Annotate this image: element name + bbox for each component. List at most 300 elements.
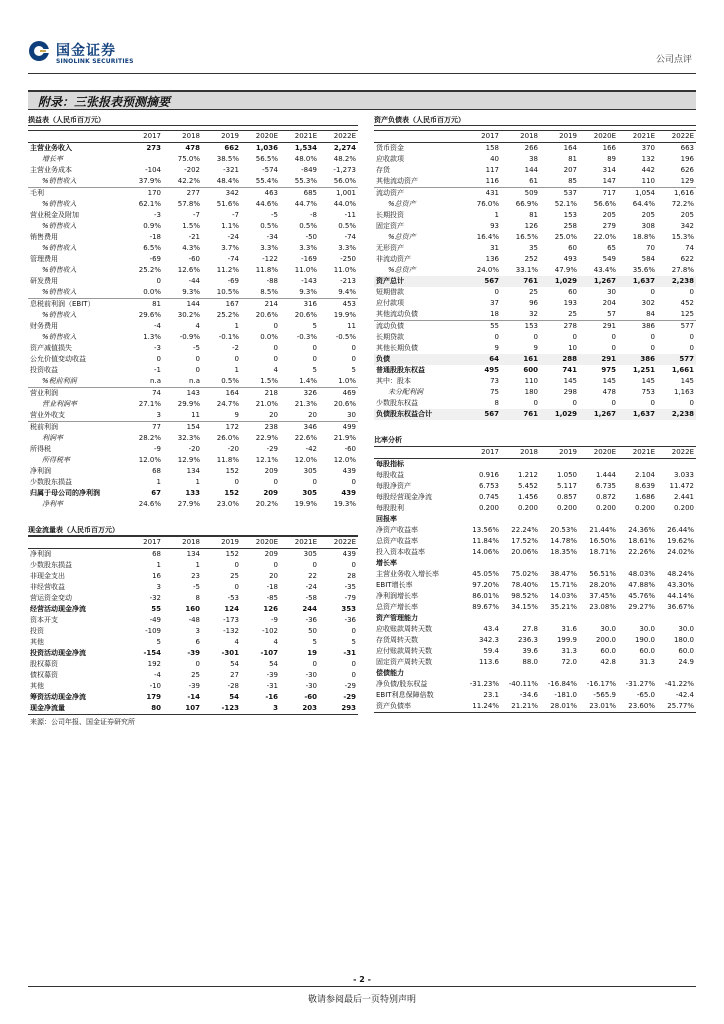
row-label: 营业利润: [28, 388, 124, 400]
value-cell: 386: [618, 321, 657, 333]
row-label: 负债: [374, 354, 462, 365]
value-cell: -0.1%: [218, 333, 239, 341]
value-cell: -24: [227, 233, 239, 241]
value-cell: 32.3%: [177, 434, 200, 442]
value-cell: 0: [351, 627, 356, 635]
value-cell: 0: [234, 561, 239, 569]
value-cell: 31.6: [561, 625, 577, 633]
table-row: [374, 569, 696, 580]
value-cell: -60: [344, 445, 356, 453]
row-label: 筹资活动现金净流: [30, 693, 86, 701]
value-cell: 0: [312, 344, 317, 352]
value-cell: 3.7%: [221, 244, 239, 252]
value-cell: 205: [602, 211, 616, 219]
value-cell: 166: [602, 144, 616, 152]
row-label: 销售费用: [30, 233, 58, 241]
value-cell: 5.117: [556, 482, 577, 490]
table-row: [374, 690, 696, 701]
value-cell: 2,274: [333, 144, 356, 152]
table-row: [374, 514, 696, 525]
value-cell: 153: [501, 321, 540, 333]
value-cell: 439: [342, 467, 356, 475]
value-cell: 0.200: [478, 504, 499, 512]
value-cell: 51.6%: [216, 200, 239, 208]
table-header-row: [28, 537, 358, 549]
value-cell: 86.01%: [472, 592, 499, 600]
value-cell: 205: [680, 211, 694, 219]
value-cell: 1,661: [671, 366, 694, 374]
value-cell: 24.02%: [667, 548, 694, 556]
value-cell: [657, 459, 696, 471]
table-row: [28, 466, 358, 477]
value-cell: 1: [494, 211, 499, 219]
value-cell: [501, 668, 540, 679]
value-cell: 1,029: [540, 276, 579, 287]
value-cell: 15.3%: [671, 233, 694, 241]
value-cell: 24.6%: [138, 500, 161, 508]
value-cell: -31.27%: [625, 680, 655, 688]
value-cell: -29: [343, 693, 356, 701]
value-cell: 291: [579, 321, 618, 333]
value-cell: 209: [264, 550, 278, 558]
value-cell: 70: [646, 244, 655, 252]
value-cell: 110: [524, 377, 538, 385]
value-cell: 116: [485, 177, 499, 185]
value-cell: 0: [351, 561, 356, 569]
value-cell: 133: [185, 489, 200, 497]
value-cell: -1,273: [333, 166, 356, 174]
value-cell: 37.45%: [589, 592, 616, 600]
disclaimer-note: 敬请参阅最后一页特别声明: [307, 995, 416, 1005]
table-row: [28, 499, 358, 510]
value-cell: 145: [641, 377, 655, 385]
value-cell: -102: [262, 627, 278, 635]
value-cell: 0.5%: [260, 222, 278, 230]
value-cell: -31.23%: [469, 680, 499, 688]
value-cell: 308: [641, 222, 655, 230]
table-row: [374, 210, 696, 221]
value-cell: 55: [462, 321, 501, 333]
value-cell: 342: [202, 188, 241, 200]
year-header-cell: 2019: [540, 447, 579, 459]
row-label: 资产管理能力: [376, 614, 418, 622]
value-cell: 453: [319, 299, 358, 311]
table-row: [28, 310, 358, 321]
year-header-cell: 2022E: [657, 131, 696, 143]
table-row: [28, 615, 358, 626]
value-cell: 19.9%: [333, 311, 356, 319]
header-empty-cell: [28, 537, 124, 549]
value-cell: 0: [351, 478, 356, 486]
value-cell: 55.4%: [255, 177, 278, 185]
value-cell: -0.5%: [335, 333, 356, 341]
table-row: [374, 470, 696, 481]
value-cell: 386: [618, 354, 657, 365]
value-cell: 56.5%: [255, 155, 278, 163]
value-cell: 717: [579, 188, 618, 200]
value-cell: 18.35%: [550, 548, 577, 556]
table-header-row: [28, 131, 358, 143]
value-cell: 20.06%: [511, 548, 538, 556]
value-cell: 288: [540, 354, 579, 365]
value-cell: 11.8%: [255, 266, 278, 274]
table-row: [374, 492, 696, 503]
value-cell: 203: [280, 703, 319, 715]
value-cell: 0: [273, 478, 278, 486]
table-row: [374, 365, 696, 376]
value-cell: 0: [195, 660, 200, 668]
row-label: 存货周转天数: [376, 636, 418, 644]
value-cell: -849: [301, 166, 317, 174]
value-cell: [540, 558, 579, 569]
row-label: 其他流动负债: [376, 310, 418, 318]
year-header-cell: 2021E: [280, 131, 319, 143]
value-cell: 0: [234, 583, 239, 591]
value-cell: 0: [689, 333, 694, 341]
value-cell: -123: [202, 703, 241, 715]
table-row: [374, 646, 696, 657]
value-cell: 18: [490, 310, 499, 318]
row-label: 非流动资产: [376, 255, 411, 263]
value-cell: 125: [680, 310, 694, 318]
table-row: [374, 254, 696, 265]
value-cell: -41.22%: [664, 680, 694, 688]
value-cell: [618, 613, 657, 624]
value-cell: 0.200: [595, 504, 616, 512]
value-cell: 77: [124, 422, 163, 434]
row-label: 投资: [30, 627, 44, 635]
value-cell: 11.472: [669, 482, 694, 490]
table-row: [374, 481, 696, 492]
value-cell: 9: [533, 344, 538, 352]
table-row: [28, 343, 358, 354]
row-label: 长期投资: [376, 211, 404, 219]
row-label: 每股净资产: [376, 482, 411, 490]
row-label: 营业外收支: [30, 411, 65, 419]
value-cell: [657, 668, 696, 679]
row-label: %销售收入: [42, 288, 77, 296]
value-cell: n.a: [189, 377, 200, 385]
table-row: [28, 422, 358, 434]
value-cell: 0.745: [478, 493, 499, 501]
value-cell: 23.60%: [618, 701, 657, 713]
value-cell: -34: [266, 233, 278, 241]
row-label: 净利润增长率: [376, 592, 418, 600]
value-cell: 19: [307, 649, 317, 657]
value-cell: 342: [680, 222, 694, 230]
value-cell: 19.3%: [333, 500, 356, 508]
value-cell: [501, 558, 540, 569]
table-row: [374, 143, 696, 155]
value-cell: 0: [572, 333, 577, 341]
value-cell: 76.0%: [476, 200, 499, 208]
value-cell: 11.0%: [333, 266, 356, 274]
value-cell: 1: [156, 561, 161, 569]
value-cell: 626: [680, 166, 694, 174]
value-cell: 278: [540, 321, 579, 333]
value-cell: -60: [304, 693, 317, 701]
row-label: %总资产: [388, 233, 416, 241]
table-row: [28, 433, 358, 444]
value-cell: 38: [529, 155, 538, 163]
value-cell: 85: [568, 177, 577, 185]
value-cell: 8: [494, 399, 499, 407]
table-row: [28, 199, 358, 210]
table-row: [374, 165, 696, 176]
value-cell: 495: [484, 366, 499, 374]
row-label: 其他: [30, 638, 44, 646]
value-cell: 577: [657, 354, 696, 365]
row-label: 少数股东损益: [30, 561, 72, 569]
value-cell: -49: [149, 616, 161, 624]
value-cell: 236.3: [517, 636, 538, 644]
year-header-cell: 2021E: [280, 537, 319, 549]
row-label: 净资产收益率: [376, 526, 418, 534]
value-cell: 0: [351, 660, 356, 668]
value-cell: 129: [680, 177, 694, 185]
value-cell: 0.200: [634, 504, 655, 512]
value-cell: 45.05%: [472, 570, 499, 578]
value-cell: -10: [149, 682, 161, 690]
value-cell: [540, 459, 579, 471]
row-label: 每股股利: [376, 504, 404, 512]
value-cell: 84: [646, 310, 655, 318]
value-cell: 65: [607, 244, 616, 252]
value-cell: 35: [529, 244, 538, 252]
row-label: 净利润: [30, 467, 51, 475]
value-cell: 4.3%: [182, 244, 200, 252]
table-row: [374, 154, 696, 165]
value-cell: 0: [351, 344, 356, 352]
value-cell: 73: [490, 377, 499, 385]
value-cell: 199.9: [556, 636, 577, 644]
value-cell: 164: [563, 144, 577, 152]
value-cell: 11.0%: [294, 266, 317, 274]
row-label: %总资产: [388, 266, 416, 274]
year-header-cell: 2022E: [319, 131, 358, 143]
value-cell: -32: [149, 594, 161, 602]
table-row: [28, 210, 358, 221]
row-label: 应付账款周转天数: [376, 647, 432, 655]
table-row: [28, 455, 358, 466]
value-cell: 32: [529, 310, 538, 318]
value-cell: 134: [186, 467, 200, 475]
value-cell: 0: [273, 561, 278, 569]
value-cell: 48.0%: [294, 155, 317, 163]
table-row: [28, 165, 358, 176]
logo-company-name-en: SINOLINK SECURITIES: [56, 58, 134, 65]
row-label: 少数股东损益: [30, 478, 72, 486]
table-row: [28, 376, 358, 388]
value-cell: -28: [227, 682, 239, 690]
value-cell: 1,029: [540, 409, 579, 420]
value-cell: 0.200: [556, 504, 577, 512]
value-cell: 67: [151, 489, 161, 497]
value-cell: 18.61%: [628, 537, 655, 545]
row-label: 营业税金及附加: [30, 211, 79, 219]
value-cell: 27.9%: [177, 500, 200, 508]
value-cell: 26.44%: [667, 526, 694, 534]
value-cell: -173: [223, 616, 239, 624]
year-header-cell: 2019: [202, 131, 241, 143]
value-cell: 9.3%: [299, 288, 317, 296]
value-cell: 25: [529, 288, 538, 296]
row-label: 所得税率: [42, 456, 70, 464]
value-cell: 0.200: [517, 504, 538, 512]
value-cell: 1,637: [618, 409, 657, 420]
value-cell: -79: [344, 594, 356, 602]
table-row: [374, 276, 696, 287]
value-cell: -8: [310, 211, 317, 219]
value-cell: 12.0%: [294, 456, 317, 464]
table-row: [374, 558, 696, 569]
value-cell: 1,267: [579, 276, 618, 287]
value-cell: 0: [533, 399, 538, 407]
value-cell: 305: [303, 550, 317, 558]
value-cell: 98.52%: [511, 592, 538, 600]
value-cell: 209: [264, 467, 278, 475]
row-label: 净利润: [30, 550, 51, 558]
table-row: [374, 188, 696, 200]
value-cell: 158: [485, 144, 499, 152]
value-cell: 97.20%: [472, 581, 499, 589]
value-cell: 22.9%: [255, 434, 278, 442]
row-label: %销售收入: [42, 200, 77, 208]
row-label: 非经营收益: [30, 583, 65, 591]
value-cell: 72.0: [561, 658, 577, 666]
value-cell: 293: [319, 703, 358, 715]
value-cell: [657, 558, 696, 569]
value-cell: 463: [241, 188, 280, 200]
table-row: [28, 254, 358, 265]
table-row: [374, 635, 696, 646]
value-cell: 1.4%: [299, 377, 317, 385]
value-cell: 0: [195, 366, 200, 374]
row-label: 管理费用: [30, 255, 58, 263]
value-cell: 78.40%: [511, 581, 538, 589]
row-label: 所得税: [30, 445, 51, 453]
value-cell: [579, 558, 618, 569]
value-cell: 346: [280, 422, 319, 434]
value-cell: 81: [568, 155, 577, 163]
section-title-bar: [28, 90, 696, 110]
value-cell: 43.4%: [593, 266, 616, 274]
cashflow-table-title: 现金流量表（人民币百万元）: [28, 525, 358, 536]
value-cell: -44: [188, 277, 200, 285]
value-cell: 1,036: [255, 144, 278, 152]
value-cell: -213: [340, 277, 356, 285]
value-cell: 316: [280, 299, 319, 311]
row-label: 股权募资: [30, 660, 58, 668]
value-cell: 12.0%: [333, 456, 356, 464]
value-cell: 20: [269, 411, 278, 419]
table-row: [28, 321, 358, 332]
value-cell: 29.6%: [138, 311, 161, 319]
value-cell: 15.71%: [550, 581, 577, 589]
value-cell: 31.3: [639, 658, 655, 666]
value-cell: 11: [347, 322, 356, 330]
value-cell: 5: [351, 366, 356, 374]
income-statement-table: [28, 130, 358, 510]
value-cell: 60.0: [678, 647, 694, 655]
value-cell: -154: [143, 649, 161, 657]
value-cell: 244: [302, 605, 317, 613]
table-row: [28, 477, 358, 488]
value-cell: 753: [641, 388, 655, 396]
value-cell: 34.15%: [511, 603, 538, 611]
row-label: 资产负债率: [374, 701, 462, 713]
value-cell: -34.6: [519, 691, 538, 699]
value-cell: 214: [241, 299, 280, 311]
value-cell: [579, 514, 618, 525]
value-cell: 28.01%: [540, 701, 579, 713]
value-cell: 55: [151, 605, 161, 613]
table-row: [374, 668, 696, 679]
value-cell: [462, 613, 501, 624]
value-cell: 8.5%: [260, 288, 278, 296]
value-cell: -18: [149, 233, 161, 241]
value-cell: [657, 613, 696, 624]
value-cell: 113.6: [478, 658, 499, 666]
value-cell: 14.03%: [550, 592, 577, 600]
value-cell: 8: [195, 594, 200, 602]
value-cell: 20.53%: [550, 526, 577, 534]
value-cell: -85: [266, 594, 278, 602]
value-cell: 153: [563, 211, 577, 219]
value-cell: 144: [163, 299, 202, 311]
value-cell: -29: [266, 445, 278, 453]
value-cell: 0: [611, 333, 616, 341]
value-cell: 23.1: [483, 691, 499, 699]
value-cell: 42.2%: [177, 177, 200, 185]
value-cell: 11: [191, 411, 200, 419]
row-label: 其他长期负债: [376, 344, 418, 352]
value-cell: 478: [185, 144, 200, 152]
value-cell: 126: [263, 605, 278, 613]
year-header-cell: 2022E: [319, 537, 358, 549]
value-cell: 0.857: [556, 493, 577, 501]
value-cell: 1.5%: [260, 377, 278, 385]
value-cell: -574: [262, 166, 278, 174]
year-header-cell: 2019: [540, 131, 579, 143]
value-cell: 16.50%: [589, 537, 616, 545]
value-cell: -69: [149, 255, 161, 263]
value-cell: 25.0%: [554, 233, 577, 241]
value-cell: 577: [657, 321, 696, 333]
value-cell: 5: [312, 366, 317, 374]
value-cell: 167: [202, 299, 241, 311]
value-cell: 5.452: [517, 482, 538, 490]
value-cell: -0.3%: [296, 333, 317, 341]
value-cell: -58: [305, 594, 317, 602]
row-label: 财务费用: [30, 322, 58, 330]
value-cell: 469: [319, 388, 358, 400]
value-cell: 22.6%: [294, 434, 317, 442]
value-cell: 370: [641, 144, 655, 152]
value-cell: 0: [689, 399, 694, 407]
value-cell: 1.1%: [221, 222, 239, 230]
row-label: 长期贷款: [376, 333, 404, 341]
table-row: [28, 488, 358, 499]
value-cell: [579, 459, 618, 471]
value-cell: 180: [524, 388, 538, 396]
value-cell: 10: [568, 344, 577, 352]
value-cell: 353: [341, 605, 356, 613]
value-cell: 9: [494, 344, 499, 352]
row-label: 其他: [30, 682, 44, 690]
value-cell: 1,054: [618, 188, 657, 200]
value-cell: 134: [186, 550, 200, 558]
